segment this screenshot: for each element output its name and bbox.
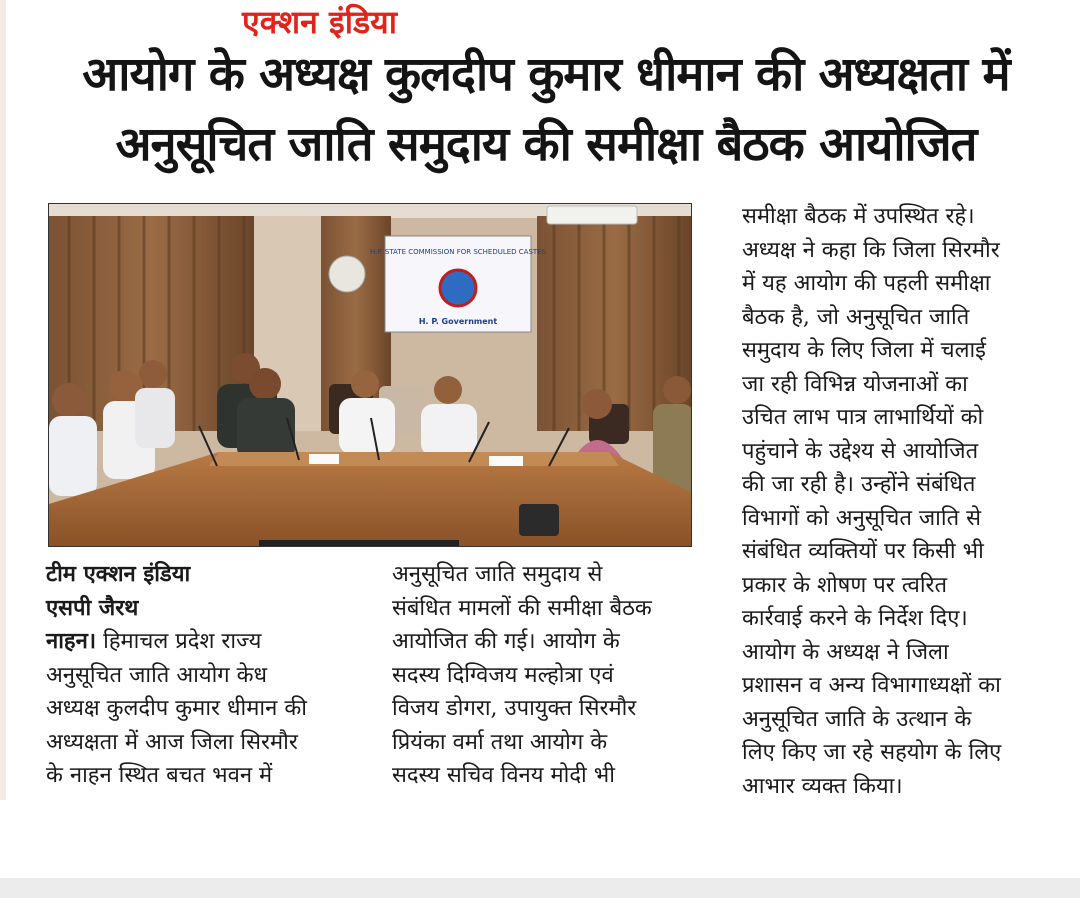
banner-subtitle: H. P. Government (418, 317, 498, 326)
byline-team: टीम एक्शन इंडिया (46, 562, 191, 587)
article-text-line: संबंधित व्यक्तियों पर किसी भी (742, 539, 984, 564)
article-text-line: उचित लाभ पात्र लाभार्थियों को (742, 405, 984, 430)
article-text-line: प्रियंका वर्मा तथा आयोग के (392, 729, 608, 755)
byline-reporter: एसपी जैरथ (46, 595, 139, 621)
article-text-line: संबंधित मामलों की समीक्षा बैठक (392, 595, 652, 621)
headline (20, 44, 1072, 176)
article-text-line: अनुसूचित जाति के उत्थान के (742, 706, 972, 732)
article-text-line: अध्यक्ष कुलदीप कुमार धीमान की (46, 696, 307, 721)
article-text-line: आयोग के अध्यक्ष ने जिला (742, 639, 949, 665)
article-column-1 (46, 558, 376, 793)
article-lead (46, 625, 376, 659)
article-text-line: कार्रवाई करने के निर्देश दिए। (742, 606, 968, 631)
article-text-line: अनुसूचित जाति आयोग केध (46, 662, 268, 688)
article-text-line: समीक्षा बैठक में उपस्थित रहे। (742, 204, 975, 229)
section-kicker: एक्शन इंडिया (242, 3, 397, 41)
bottom-margin-band (0, 878, 1080, 898)
article-text-line: लिए किए जा रहे सहयोग के लिए (742, 740, 1002, 765)
article-column-2 (392, 558, 712, 793)
meeting-photo (48, 203, 692, 547)
article-text-line: अध्यक्षता में आज जिला सिरमौर (46, 729, 298, 755)
article-text-line: जा रही विभिन्न योजनाओं का (742, 371, 968, 397)
article-text-line: विजय डोगरा, उपायुक्त सिरमौर (392, 696, 637, 721)
article-text-line: समुदाय के लिए जिला में चलाई (742, 338, 986, 363)
article-text-line: प्रशासन व अन्य विभागाध्यक्षों का (742, 673, 1001, 698)
article-text-line: हिमाचल प्रदेश राज्य (96, 629, 262, 654)
article-text-line: आयोजित की गई। आयोग के (392, 629, 620, 654)
article-text-line: सदस्य सचिव विनय मोदी भी (392, 763, 615, 788)
headline-line-1: आयोग के अध्यक्ष कुलदीप कुमार धीमान की अध्यक्षता में (82, 47, 1010, 102)
article-text-line: सदस्य दिग्विजय मल्होत्रा एवं (392, 662, 614, 688)
article-text-line: पहुंचाने के उद्देश्य से आयोजित (742, 438, 979, 464)
article-text-line: की जा रही है। उन्होंने संबंधित (742, 472, 976, 497)
article-text-line: अध्यक्ष ने कहा कि जिला सिरमौर (742, 237, 1000, 263)
article-column-3 (742, 200, 1072, 803)
article-text-line: विभागों को अनुसूचित जाति से (742, 505, 981, 531)
article-text-line: आभार व्यक्त किया। (742, 773, 903, 799)
article-text-line: बैठक है, जो अनुसूचित जाति (742, 304, 970, 330)
banner-title: H.P. STATE COMMISSION FOR SCHEDULED CASTES (369, 248, 547, 256)
article-text-line: प्रकार के शोषण पर त्वरित (742, 572, 948, 598)
article-text-line: अनुसूचित जाति समुदाय से (392, 562, 603, 587)
meeting-photo-illustration (49, 204, 691, 546)
headline-line-2: अनुसूचित जाति समुदाय की समीक्षा बैठक आयोजित (115, 117, 977, 172)
page-edge-strip (0, 0, 6, 800)
article-text-line: के नाहन स्थित बचत भवन में (46, 763, 273, 788)
article-text-line: में यह आयोग की पहली समीक्षा (742, 271, 991, 296)
dateline: नाहन। (46, 629, 97, 654)
